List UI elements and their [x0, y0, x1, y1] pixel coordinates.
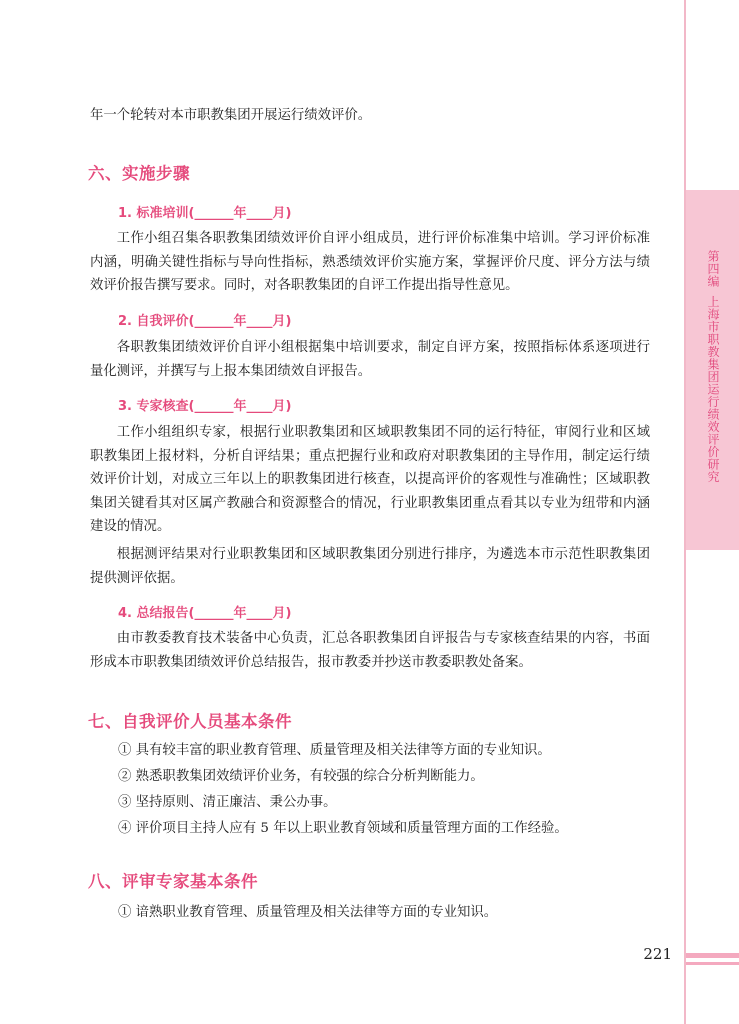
section-7-item-3: ③ 坚持原则、清正廉洁、秉公办事。: [118, 795, 337, 810]
step-4-heading: 4. 总结报告(______年____月): [118, 606, 292, 621]
section-7-item-1: ① 具有较丰富的职业教育管理、质量管理及相关法律等方面的专业知识。: [118, 743, 551, 758]
running-part-label: 第四编: [706, 250, 720, 288]
step-2-paragraph: 各职教集团绩效评价自评小组根据集中培训要求，制定自评方案，按照指标体系逐项进行量化测评，并撰写与上报本集团绩效自评报告。: [90, 340, 650, 379]
step-3-heading: 3. 专家核查(______年____月): [118, 399, 292, 414]
page-number-stripe-thin: [686, 962, 739, 965]
running-chapter-title: [703, 250, 723, 483]
running-title-label: 上海市职教集团运行绩效评价研究: [706, 295, 720, 483]
intro-line: 年一个轮转对本市职教集团开展运行绩效评价。: [90, 108, 372, 123]
page-number: 221: [643, 945, 672, 963]
step-3-paragraph-1: 工作小组组织专家，根据行业职教集团和区域职教集团不同的运行特征，审阅行业和区域职教集团上报材料，分析自评结果；重点把握行业和政府对职教集团的主导作用，制定运行绩效评价计划，对成立三年以上的职教集团进行核查，以提高评价的客观性与准确性；区域职教集团关键看其对区属产教融合和资源整合的情况，行业职教集团重点看其以专业为纽带和内涵建设的情况。: [90, 425, 650, 534]
step-3-paragraph-2: 根据测评结果对行业职教集团和区域职教集团分别进行排序，为遴选本市示范性职教集团提供测评依据。: [90, 547, 650, 586]
step-1-paragraph: 工作小组召集各职教集团绩效评价自评小组成员，进行评价标准集中培训。学习评价标准内涵，明确关键性指标与导向性指标，熟悉绩效评价实施方案，掌握评价尺度、评分方法与绩效评价报告撰写要求。同时，对各职教集团的自评工作提出指导性意见。: [90, 231, 650, 293]
section-7-heading: 七、自我评价人员基本条件: [88, 712, 292, 731]
step-2-heading: 2. 自我评价(______年____月): [118, 314, 292, 329]
section-8-heading: 八、评审专家基本条件: [88, 872, 258, 891]
step-4-paragraph: 由市教委教育技术装备中心负责，汇总各职教集团自评报告与专家核查结果的内容，书面形成本市职教集团绩效评价总结报告，报市教委并抄送市教委职教处备案。: [90, 631, 650, 670]
section-8-item-1: ① 谙熟职业教育管理、质量管理及相关法律等方面的专业知识。: [118, 905, 498, 920]
page-number-stripe: [686, 953, 739, 958]
section-6-heading: 六、实施步骤: [88, 164, 190, 183]
step-1-heading: 1. 标准培训(______年____月): [118, 206, 292, 221]
section-7-item-2: ② 熟悉职教集团效绩评价业务，有较强的综合分析判断能力。: [118, 769, 484, 784]
section-7-item-4: ④ 评价项目主持人应有 5 年以上职业教育领域和质量管理方面的工作经验。: [118, 821, 568, 836]
